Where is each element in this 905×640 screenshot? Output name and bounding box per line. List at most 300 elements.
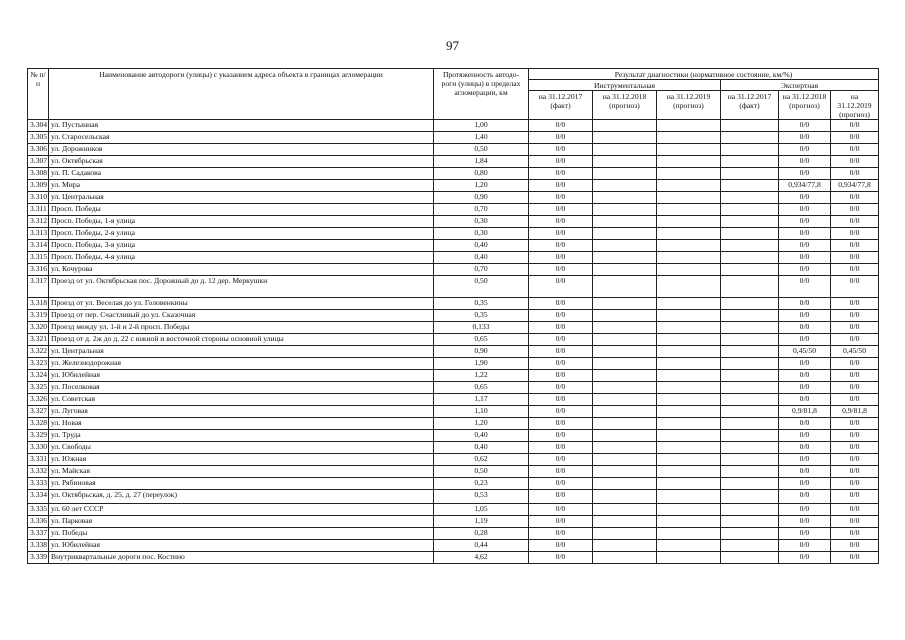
expert-2019-cell: 0,9/81,8	[831, 406, 879, 418]
instr-2017-cell: 0/0	[529, 454, 593, 466]
instr-2018-cell	[593, 144, 657, 156]
road-length-cell: 0,62	[434, 454, 529, 466]
road-name-cell: Проезд от ул. Веселая до ул. Головенкины	[49, 298, 434, 310]
instr-2017-cell: 0/0	[529, 466, 593, 478]
expert-2017-cell	[721, 382, 779, 394]
instr-2017-cell: 0/0	[529, 240, 593, 252]
instr-2018-cell	[593, 442, 657, 454]
expert-2018-cell: 0/0	[779, 228, 831, 240]
expert-2018-cell: 0/0	[779, 382, 831, 394]
expert-2019-cell: 0/0	[831, 144, 879, 156]
road-length-cell: 0,35	[434, 298, 529, 310]
instr-2018-cell	[593, 156, 657, 168]
expert-2018-cell: 0/0	[779, 442, 831, 454]
instr-2019-cell	[657, 298, 721, 310]
row-number-cell: 3.314	[28, 240, 49, 252]
expert-2018-cell: 0,45/50	[779, 346, 831, 358]
expert-2019-cell: 0/0	[831, 382, 879, 394]
header-instrumental: Инструментальная	[529, 80, 721, 91]
expert-2018-cell: 0/0	[779, 358, 831, 370]
row-number-cell: 3.331	[28, 454, 49, 466]
instr-2019-cell	[657, 120, 721, 132]
road-name-cell: ул. Центральная	[49, 192, 434, 204]
expert-2018-cell: 0/0	[779, 310, 831, 322]
instr-2018-cell	[593, 240, 657, 252]
row-number-cell: 3.324	[28, 370, 49, 382]
instr-2019-cell	[657, 430, 721, 442]
instr-2019-cell	[657, 382, 721, 394]
row-number-cell: 3.337	[28, 528, 49, 540]
instr-2017-cell: 0/0	[529, 358, 593, 370]
expert-2019-cell: 0/0	[831, 478, 879, 490]
expert-2017-cell	[721, 132, 779, 144]
instr-2017-cell: 0/0	[529, 552, 593, 564]
instr-2017-cell: 0/0	[529, 228, 593, 240]
instr-2017-cell: 0/0	[529, 540, 593, 552]
road-name-cell: ул. Мира	[49, 180, 434, 192]
instr-2018-cell	[593, 216, 657, 228]
table-row	[28, 120, 879, 132]
expert-2019-cell: 0/0	[831, 204, 879, 216]
instr-2018-cell	[593, 466, 657, 478]
expert-2019-cell: 0/0	[831, 310, 879, 322]
table-row	[28, 168, 879, 180]
expert-2018-cell: 0/0	[779, 466, 831, 478]
row-number-cell: 3.318	[28, 298, 49, 310]
instr-2018-cell	[593, 334, 657, 346]
instr-2018-cell	[593, 132, 657, 144]
expert-2018-cell: 0/0	[779, 418, 831, 430]
road-name-cell: ул. Железнодорожная	[49, 358, 434, 370]
instr-2019-cell	[657, 132, 721, 144]
instr-2019-cell	[657, 322, 721, 334]
instr-2017-cell: 0/0	[529, 504, 593, 516]
road-length-cell: 0,40	[434, 430, 529, 442]
row-number-cell: 3.334	[28, 490, 49, 504]
road-name-cell: ул. Луговая	[49, 406, 434, 418]
instr-2019-cell	[657, 192, 721, 204]
expert-2017-cell	[721, 358, 779, 370]
instr-2017-cell: 0/0	[529, 418, 593, 430]
instr-2017-cell: 0/0	[529, 120, 593, 132]
expert-2017-cell	[721, 156, 779, 168]
expert-2018-cell: 0/0	[779, 454, 831, 466]
row-number-cell: 3.327	[28, 406, 49, 418]
instr-2017-cell: 0/0	[529, 156, 593, 168]
road-name-cell: ул. Дорожников	[49, 144, 434, 156]
header-expert-2019: на 31.12.2019 (прогноз)	[831, 91, 879, 120]
expert-2018-cell: 0/0	[779, 552, 831, 564]
expert-2018-cell: 0/0	[779, 276, 831, 298]
expert-2018-cell: 0/0	[779, 240, 831, 252]
expert-2017-cell	[721, 322, 779, 334]
expert-2019-cell: 0/0	[831, 528, 879, 540]
expert-2017-cell	[721, 334, 779, 346]
instr-2018-cell	[593, 358, 657, 370]
instr-2018-cell	[593, 310, 657, 322]
expert-2019-cell: 0/0	[831, 442, 879, 454]
road-length-cell: 0,53	[434, 490, 529, 504]
expert-2017-cell	[721, 310, 779, 322]
instr-2019-cell	[657, 228, 721, 240]
instr-2018-cell	[593, 540, 657, 552]
row-number-cell: 3.339	[28, 552, 49, 564]
table-row	[28, 540, 879, 552]
table-row	[28, 358, 879, 370]
table-row	[28, 298, 879, 310]
expert-2018-cell: 0/0	[779, 144, 831, 156]
instr-2019-cell	[657, 264, 721, 276]
expert-2019-cell: 0/0	[831, 132, 879, 144]
expert-2017-cell	[721, 490, 779, 504]
instr-2017-cell: 0/0	[529, 430, 593, 442]
road-length-cell: 1,40	[434, 132, 529, 144]
road-length-cell: 0,40	[434, 442, 529, 454]
instr-2019-cell	[657, 240, 721, 252]
header-diagnostic-result: Результат диагностики (нормативное состояние, км/%)	[529, 69, 879, 80]
instr-2018-cell	[593, 552, 657, 564]
instr-2017-cell: 0/0	[529, 516, 593, 528]
table-row	[28, 192, 879, 204]
expert-2019-cell: 0/0	[831, 418, 879, 430]
instr-2017-cell: 0/0	[529, 442, 593, 454]
row-number-cell: 3.317	[28, 276, 49, 298]
row-number-cell: 3.335	[28, 504, 49, 516]
road-name-cell: ул. Рябиновая	[49, 478, 434, 490]
table-row	[28, 528, 879, 540]
expert-2017-cell	[721, 264, 779, 276]
expert-2017-cell	[721, 144, 779, 156]
road-diagnostics-table	[27, 68, 879, 564]
row-number-cell: 3.315	[28, 252, 49, 264]
expert-2019-cell: 0/0	[831, 216, 879, 228]
row-number-cell: 3.338	[28, 540, 49, 552]
instr-2019-cell	[657, 418, 721, 430]
expert-2017-cell	[721, 180, 779, 192]
instr-2018-cell	[593, 370, 657, 382]
road-name-cell: ул. Октябрьская, д. 25, д. 27 (переулок)	[49, 490, 434, 504]
expert-2018-cell: 0/0	[779, 430, 831, 442]
table-row	[28, 216, 879, 228]
row-number-cell: 3.330	[28, 442, 49, 454]
row-number-cell: 3.323	[28, 358, 49, 370]
expert-2017-cell	[721, 120, 779, 132]
instr-2017-cell: 0/0	[529, 192, 593, 204]
road-length-cell: 0,90	[434, 192, 529, 204]
instr-2017-cell: 0/0	[529, 252, 593, 264]
expert-2018-cell: 0/0	[779, 298, 831, 310]
instr-2018-cell	[593, 204, 657, 216]
expert-2019-cell: 0/0	[831, 240, 879, 252]
table-body	[28, 120, 879, 564]
road-name-cell: ул. Южная	[49, 454, 434, 466]
instr-2018-cell	[593, 478, 657, 490]
road-name-cell: Проезд от ул. Октябрьская пос. Дорожный до д. 12 дер. Меркушки	[49, 276, 434, 298]
expert-2019-cell: 0/0	[831, 264, 879, 276]
road-length-cell: 1,00	[434, 120, 529, 132]
expert-2017-cell	[721, 298, 779, 310]
table-row	[28, 430, 879, 442]
table-row	[28, 406, 879, 418]
header-expert: Экспертная	[721, 80, 879, 91]
instr-2017-cell: 0/0	[529, 346, 593, 358]
instr-2019-cell	[657, 204, 721, 216]
expert-2018-cell: 0/0	[779, 264, 831, 276]
road-name-cell: ул. Юбилейная	[49, 540, 434, 552]
expert-2019-cell: 0/0	[831, 370, 879, 382]
table-row	[28, 466, 879, 478]
table-row	[28, 418, 879, 430]
header-length: Протяженность автодо-роги (улицы) в пределах агломерации, км	[434, 69, 529, 120]
instr-2017-cell: 0/0	[529, 322, 593, 334]
road-length-cell: 4,62	[434, 552, 529, 564]
road-length-cell: 0,40	[434, 252, 529, 264]
expert-2017-cell	[721, 442, 779, 454]
road-name-cell: ул. Советская	[49, 394, 434, 406]
instr-2019-cell	[657, 516, 721, 528]
instr-2017-cell: 0/0	[529, 490, 593, 504]
row-number-cell: 3.304	[28, 120, 49, 132]
expert-2018-cell: 0/0	[779, 192, 831, 204]
instr-2018-cell	[593, 252, 657, 264]
expert-2019-cell: 0/0	[831, 430, 879, 442]
expert-2017-cell	[721, 478, 779, 490]
road-name-cell: ул. Юбилейная	[49, 370, 434, 382]
instr-2018-cell	[593, 394, 657, 406]
road-length-cell: 1,20	[434, 180, 529, 192]
expert-2019-cell: 0/0	[831, 490, 879, 504]
expert-2018-cell: 0/0	[779, 204, 831, 216]
road-name-cell: ул. Майская	[49, 466, 434, 478]
instr-2017-cell: 0/0	[529, 276, 593, 298]
expert-2019-cell: 0/0	[831, 516, 879, 528]
instr-2017-cell: 0/0	[529, 168, 593, 180]
expert-2017-cell	[721, 252, 779, 264]
expert-2018-cell: 0/0	[779, 168, 831, 180]
row-number-cell: 3.329	[28, 430, 49, 442]
road-length-cell: 0,40	[434, 240, 529, 252]
expert-2018-cell: 0/0	[779, 370, 831, 382]
road-name-cell: ул. Труда	[49, 430, 434, 442]
instr-2019-cell	[657, 504, 721, 516]
instr-2017-cell: 0/0	[529, 264, 593, 276]
road-name-cell: Просп. Победы, 3-я улица	[49, 240, 434, 252]
expert-2018-cell: 0/0	[779, 322, 831, 334]
road-name-cell: ул. Поселковая	[49, 382, 434, 394]
instr-2019-cell	[657, 478, 721, 490]
road-length-cell: 0,30	[434, 216, 529, 228]
instr-2017-cell: 0/0	[529, 382, 593, 394]
expert-2018-cell: 0/0	[779, 504, 831, 516]
expert-2017-cell	[721, 504, 779, 516]
road-length-cell: 0,65	[434, 334, 529, 346]
row-number-cell: 3.313	[28, 228, 49, 240]
expert-2019-cell: 0/0	[831, 334, 879, 346]
road-length-cell: 1,05	[434, 504, 529, 516]
expert-2018-cell: 0/0	[779, 120, 831, 132]
instr-2018-cell	[593, 228, 657, 240]
row-number-cell: 3.312	[28, 216, 49, 228]
road-length-cell: 0,23	[434, 478, 529, 490]
expert-2017-cell	[721, 216, 779, 228]
table-row	[28, 204, 879, 216]
row-number-cell: 3.308	[28, 168, 49, 180]
road-name-cell: ул. Пустынная	[49, 120, 434, 132]
instr-2019-cell	[657, 276, 721, 298]
road-length-cell: 1,19	[434, 516, 529, 528]
road-length-cell: 1,17	[434, 394, 529, 406]
table-row	[28, 252, 879, 264]
road-length-cell: 0,28	[434, 528, 529, 540]
row-number-cell: 3.326	[28, 394, 49, 406]
instr-2019-cell	[657, 334, 721, 346]
expert-2019-cell: 0,45/50	[831, 346, 879, 358]
road-name-cell: ул. Центральная	[49, 346, 434, 358]
instr-2019-cell	[657, 370, 721, 382]
road-name-cell: Проезд от пер. Счастливый до ул. Сказочная	[49, 310, 434, 322]
expert-2019-cell: 0/0	[831, 322, 879, 334]
row-number-cell: 3.336	[28, 516, 49, 528]
table-row	[28, 442, 879, 454]
road-length-cell: 0,133	[434, 322, 529, 334]
header-expert-2017: на 31.12.2017 (факт)	[721, 91, 779, 120]
expert-2017-cell	[721, 418, 779, 430]
road-name-cell: ул. Парковая	[49, 516, 434, 528]
road-length-cell: 0,50	[434, 144, 529, 156]
instr-2019-cell	[657, 454, 721, 466]
road-length-cell: 0,35	[434, 310, 529, 322]
page-number: 97	[446, 38, 459, 53]
expert-2019-cell: 0/0	[831, 298, 879, 310]
expert-2019-cell: 0/0	[831, 192, 879, 204]
expert-2018-cell: 0/0	[779, 216, 831, 228]
instr-2019-cell	[657, 394, 721, 406]
expert-2018-cell: 0,934/77,8	[779, 180, 831, 192]
instr-2019-cell	[657, 168, 721, 180]
road-length-cell: 1,20	[434, 418, 529, 430]
instr-2019-cell	[657, 490, 721, 504]
road-length-cell: 0,30	[434, 228, 529, 240]
expert-2017-cell	[721, 346, 779, 358]
table-row	[28, 454, 879, 466]
road-name-cell: ул. Свободы	[49, 442, 434, 454]
road-name-cell: ул. Октябрьская	[49, 156, 434, 168]
table-row	[28, 144, 879, 156]
expert-2019-cell: 0,934/77,8	[831, 180, 879, 192]
expert-2019-cell: 0/0	[831, 156, 879, 168]
header-instr-2017: на 31.12.2017 (факт)	[529, 91, 593, 120]
expert-2019-cell: 0/0	[831, 454, 879, 466]
expert-2017-cell	[721, 430, 779, 442]
table-row	[28, 310, 879, 322]
instr-2019-cell	[657, 252, 721, 264]
expert-2017-cell	[721, 394, 779, 406]
table-row	[28, 334, 879, 346]
table-row	[28, 394, 879, 406]
expert-2017-cell	[721, 406, 779, 418]
table-row	[28, 504, 879, 516]
expert-2018-cell: 0/0	[779, 252, 831, 264]
expert-2017-cell	[721, 240, 779, 252]
instr-2019-cell	[657, 552, 721, 564]
road-length-cell: 1,90	[434, 358, 529, 370]
table-row	[28, 490, 879, 504]
instr-2017-cell: 0/0	[529, 204, 593, 216]
row-number-cell: 3.320	[28, 322, 49, 334]
row-number-cell: 3.322	[28, 346, 49, 358]
row-number-cell: 3.316	[28, 264, 49, 276]
expert-2018-cell: 0,9/81,8	[779, 406, 831, 418]
instr-2018-cell	[593, 430, 657, 442]
instr-2017-cell: 0/0	[529, 132, 593, 144]
table-row	[28, 156, 879, 168]
instr-2017-cell: 0/0	[529, 298, 593, 310]
expert-2019-cell: 0/0	[831, 394, 879, 406]
row-number-cell: 3.310	[28, 192, 49, 204]
expert-2017-cell	[721, 540, 779, 552]
header-expert-2018: на 31.12.2018 (прогноз)	[779, 91, 831, 120]
expert-2019-cell: 0/0	[831, 540, 879, 552]
road-name-cell: Проезд между ул. 1-й и 2-й просп. Победы	[49, 322, 434, 334]
instr-2017-cell: 0/0	[529, 406, 593, 418]
instr-2018-cell	[593, 454, 657, 466]
header-instr-2018: на 31.12.2018 (прогноз)	[593, 91, 657, 120]
instr-2019-cell	[657, 216, 721, 228]
instr-2018-cell	[593, 276, 657, 298]
instr-2018-cell	[593, 528, 657, 540]
expert-2019-cell: 0/0	[831, 228, 879, 240]
table-row	[28, 322, 879, 334]
expert-2017-cell	[721, 204, 779, 216]
road-length-cell: 0,50	[434, 466, 529, 478]
row-number-cell: 3.305	[28, 132, 49, 144]
table-row	[28, 516, 879, 528]
road-length-cell: 0,44	[434, 540, 529, 552]
expert-2017-cell	[721, 168, 779, 180]
expert-2017-cell	[721, 370, 779, 382]
expert-2018-cell: 0/0	[779, 156, 831, 168]
road-name-cell: ул. Победы	[49, 528, 434, 540]
table-row	[28, 228, 879, 240]
row-number-cell: 3.332	[28, 466, 49, 478]
instr-2017-cell: 0/0	[529, 394, 593, 406]
instr-2019-cell	[657, 528, 721, 540]
expert-2017-cell	[721, 276, 779, 298]
instr-2018-cell	[593, 168, 657, 180]
expert-2017-cell	[721, 552, 779, 564]
row-number-cell: 3.325	[28, 382, 49, 394]
road-length-cell: 0,65	[434, 382, 529, 394]
instr-2019-cell	[657, 540, 721, 552]
road-name-cell: ул. П. Садакова	[49, 168, 434, 180]
table-row	[28, 180, 879, 192]
row-number-cell: 3.309	[28, 180, 49, 192]
row-number-cell: 3.311	[28, 204, 49, 216]
expert-2018-cell: 0/0	[779, 132, 831, 144]
expert-2018-cell: 0/0	[779, 528, 831, 540]
instr-2018-cell	[593, 418, 657, 430]
header-road-name: Наименование автодороги (улицы) с указанием адреса объекта в границах агломерации	[49, 69, 434, 120]
instr-2019-cell	[657, 406, 721, 418]
expert-2017-cell	[721, 466, 779, 478]
table-row	[28, 132, 879, 144]
instr-2018-cell	[593, 192, 657, 204]
road-name-cell: Просп. Победы, 2-я улица	[49, 228, 434, 240]
expert-2019-cell: 0/0	[831, 252, 879, 264]
table-row	[28, 264, 879, 276]
row-number-cell: 3.333	[28, 478, 49, 490]
road-name-cell: Проезд от д. 2ж до д. 22 с южной и восточной стороны основной улицы	[49, 334, 434, 346]
